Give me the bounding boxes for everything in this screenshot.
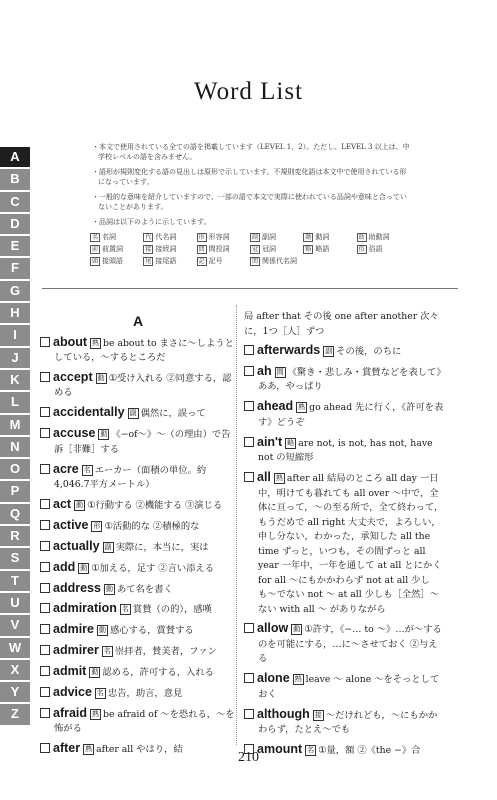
pos-tag: 熟 xyxy=(294,675,302,684)
index-tab-o[interactable]: O xyxy=(0,459,30,479)
pos-tag: 形 xyxy=(198,234,205,241)
word-entry xyxy=(244,671,444,702)
headword: address xyxy=(53,580,101,595)
headword: advice xyxy=(53,684,92,699)
index-tab-j[interactable]: J xyxy=(0,348,30,368)
index-tab-v[interactable]: V xyxy=(0,615,30,635)
definition: after all やはり，結 xyxy=(96,744,183,756)
headword: accuse xyxy=(53,426,96,441)
word-entry xyxy=(40,581,236,598)
pos-tag: 形 xyxy=(93,521,101,530)
pos-tag: 動 xyxy=(76,500,84,509)
definition: leave 〜 alone 〜をそっとしておく xyxy=(258,674,440,700)
index-tab-z[interactable]: Z xyxy=(0,704,30,724)
headword: active xyxy=(53,517,89,532)
headword: ahead xyxy=(257,399,294,414)
checkbox[interactable] xyxy=(40,603,50,613)
page-title: Word List xyxy=(193,78,304,105)
index-tab-c[interactable]: C xyxy=(0,192,30,212)
word-entry xyxy=(40,539,236,556)
entry-list-left xyxy=(40,335,236,758)
legend-label: 副詞 xyxy=(262,233,276,241)
headword: allow xyxy=(257,621,289,636)
headword: afterwards xyxy=(257,343,321,357)
index-tab-e[interactable]: E xyxy=(0,236,30,256)
index-tab-g[interactable]: G xyxy=(0,281,30,301)
pos-tag: 名 xyxy=(103,647,111,656)
legend-item xyxy=(303,232,356,242)
pos-tag: 名 xyxy=(83,465,91,474)
headword: accept xyxy=(53,369,93,384)
pos-tag: 動 xyxy=(305,234,312,241)
checkbox[interactable] xyxy=(40,407,50,417)
index-tab-s[interactable]: S xyxy=(0,548,30,568)
pos-tag: 間 xyxy=(276,367,284,376)
entry-list-right xyxy=(244,343,444,759)
index-tab-t[interactable]: T xyxy=(0,571,30,591)
legend-item xyxy=(143,232,196,242)
checkbox[interactable] xyxy=(244,623,254,633)
checkbox[interactable] xyxy=(40,583,50,593)
index-tab-u[interactable]: U xyxy=(0,593,30,613)
part-of-speech-legend xyxy=(90,232,410,266)
index-tab-a[interactable]: A xyxy=(0,147,30,167)
checkbox[interactable] xyxy=(40,687,50,697)
note-item: ・一般的な意味を紹介していますので、一部の語で本文で実際に使われている品詞や意味と合っていないことがあります。 xyxy=(92,193,407,211)
word-entry xyxy=(40,405,236,422)
headword: after xyxy=(53,741,81,756)
pos-tag: 熟 xyxy=(92,338,100,347)
definition: その後，のちに xyxy=(336,346,402,357)
checkbox[interactable] xyxy=(40,464,50,474)
pos-tag: 俗 xyxy=(358,246,365,253)
index-tab-q[interactable]: Q xyxy=(0,504,30,524)
pos-tag: 動 xyxy=(97,373,105,382)
legend-item xyxy=(90,256,143,266)
index-tab-m[interactable]: M xyxy=(0,415,30,435)
headword: about xyxy=(53,334,88,349)
word-entry xyxy=(40,497,236,514)
checkbox[interactable] xyxy=(244,673,254,683)
headword: accidentally xyxy=(53,405,125,420)
legend-item xyxy=(250,244,303,254)
word-entry xyxy=(244,364,444,395)
legend-label: 間投詞 xyxy=(208,245,230,253)
introduction-notes xyxy=(90,142,410,266)
pos-tag: 名 xyxy=(96,688,104,697)
checkbox[interactable] xyxy=(40,337,50,347)
word-entry xyxy=(40,664,236,681)
headword: ain't xyxy=(257,434,283,449)
legend-label: 記号 xyxy=(208,257,223,265)
definition: be about to まさに〜しようとしている，〜するところだ xyxy=(54,337,234,363)
legend-label: 接尾語 xyxy=(155,257,177,265)
legend-item xyxy=(90,244,143,254)
checkbox[interactable] xyxy=(244,709,254,719)
pos-tag: 頭 xyxy=(92,258,99,265)
word-entry xyxy=(40,370,236,401)
word-entry xyxy=(244,343,444,360)
index-tab-y[interactable]: Y xyxy=(0,682,30,702)
headword: admire xyxy=(53,622,94,637)
headword: acre xyxy=(53,461,79,476)
headword: add xyxy=(53,559,76,574)
legend-item xyxy=(197,232,250,242)
legend-item xyxy=(357,244,410,254)
definition: go ahead 先に行く，《許可を表す》どうぞ xyxy=(258,402,444,428)
headword: admirer xyxy=(53,643,99,658)
legend-item xyxy=(90,232,143,242)
word-entry xyxy=(40,335,236,366)
checkbox[interactable] xyxy=(40,666,50,676)
definition: エーカー（面積の単位。約4,046.7平方メートル） xyxy=(54,464,207,491)
note-item: ・品詞は以下のように示しています。 xyxy=(92,218,211,226)
legend-label: 助動詞 xyxy=(368,233,390,241)
checkbox[interactable] xyxy=(40,541,50,551)
word-entry xyxy=(40,706,236,737)
definition: are not, is not, has not, have not の短縮形 xyxy=(258,437,433,464)
word-entry xyxy=(244,399,444,430)
alphabet-index xyxy=(0,147,30,727)
pos-tag: 関 xyxy=(251,258,258,265)
word-entry xyxy=(40,462,236,493)
index-tab-r[interactable]: R xyxy=(0,526,30,546)
pos-tag: 動 xyxy=(100,430,108,439)
checkbox[interactable] xyxy=(40,562,50,572)
pos-tag: 略 xyxy=(305,246,312,253)
note-item: ・本文で使用されている全ての語を掲載しています（LEVEL 1，2）。ただし、LEVEL 3 以上は、中学校レベルの語を含みません。 xyxy=(92,143,410,161)
headword: admit xyxy=(53,664,87,679)
pos-tag: 副 xyxy=(129,409,137,418)
word-entry xyxy=(244,435,444,466)
legend-label: 冠詞 xyxy=(262,245,276,253)
word-entry xyxy=(244,707,444,738)
legend-label: 名詞 xyxy=(102,233,117,241)
legend-item xyxy=(357,232,410,242)
legend-item xyxy=(143,256,196,266)
definition: 感心する，賞賛する xyxy=(110,625,194,637)
pos-tag: 接 xyxy=(314,710,322,719)
note-item: ・語形が規則変化する語の見出しは原形で示しています。不規則変化語は本文中で使用されている形になっています。 xyxy=(92,168,407,186)
legend-label: 動詞 xyxy=(315,233,330,241)
word-entry xyxy=(244,470,444,617)
checkbox[interactable] xyxy=(244,401,254,411)
legend-item xyxy=(143,244,196,254)
headword: ah xyxy=(257,363,272,378)
index-tab-n[interactable]: N xyxy=(0,437,30,457)
word-entry xyxy=(40,560,236,577)
pos-tag: 熟 xyxy=(298,403,306,412)
index-tab-p[interactable]: P xyxy=(0,481,30,501)
index-tab-b[interactable]: B xyxy=(0,169,30,189)
word-entry xyxy=(40,685,236,702)
pos-tag: 間 xyxy=(198,246,205,253)
page-number: 210 xyxy=(238,750,259,765)
section-letter: A xyxy=(132,313,144,329)
legend-label: 形容詞 xyxy=(208,233,230,241)
pos-tag: 前 xyxy=(92,246,99,253)
index-tab-w[interactable]: W xyxy=(0,638,30,658)
checkbox[interactable] xyxy=(40,428,50,438)
headword: amount xyxy=(257,742,303,757)
index-tab-h[interactable]: H xyxy=(0,303,30,323)
pos-tag: 助 xyxy=(358,234,365,241)
definition: 偶然に，誤って xyxy=(140,408,206,420)
definition: ①量，額 ②《the −》合 xyxy=(318,745,421,757)
word-entry xyxy=(244,621,444,667)
definition: あて名を書く xyxy=(116,583,173,595)
entry-continuation: 局 after that その後 one after another 次々に，1つ［人］ずつ xyxy=(244,311,439,337)
legend-label: 略語 xyxy=(315,245,330,253)
checkbox[interactable] xyxy=(244,437,254,447)
legend-item xyxy=(250,256,303,266)
column-divider xyxy=(236,305,237,745)
legend-item xyxy=(250,232,303,242)
word-entry xyxy=(40,622,236,639)
legend-label: 関係代名詞 xyxy=(262,257,297,265)
headword: act xyxy=(53,496,72,511)
checkbox[interactable] xyxy=(40,372,50,382)
legend-item xyxy=(303,244,356,254)
pos-tag: 副 xyxy=(325,347,333,355)
definition: 《驚き・悲しみ・賞賛などを表して》ああ，やっぱり xyxy=(258,366,441,393)
headword: actually xyxy=(53,538,100,553)
checkbox[interactable] xyxy=(244,345,254,355)
headword: admiration xyxy=(53,601,117,616)
index-tab-k[interactable]: K xyxy=(0,370,30,390)
headword: alone xyxy=(257,671,290,686)
word-entry xyxy=(40,601,236,618)
definition: ①活動的な ②積極的な xyxy=(104,520,200,532)
checkbox[interactable] xyxy=(244,472,254,482)
word-entry xyxy=(40,426,236,457)
definition: 崇拝者，賛美者，ファン xyxy=(114,646,217,658)
pos-tag: 略 xyxy=(287,438,295,447)
definition: 賞賛（の的），感嘆 xyxy=(132,604,212,616)
index-tab-l[interactable]: L xyxy=(0,392,30,412)
checkbox[interactable] xyxy=(40,520,50,530)
pos-tag: 熟 xyxy=(92,709,100,718)
pos-tag: 動 xyxy=(99,626,106,635)
definition: 〜だけれども，〜にもかかわらず，たとえ〜でも xyxy=(258,709,438,736)
definition: ①加える，足す ②言い添える xyxy=(91,562,215,574)
headword: although xyxy=(257,706,310,721)
definition: ①受け入れる ②同意する，認める xyxy=(54,372,232,399)
pos-tag: 動 xyxy=(80,563,88,572)
horizontal-rule xyxy=(42,288,458,289)
pos-tag: 名 xyxy=(307,746,315,755)
right-column xyxy=(244,310,444,763)
pos-tag: 接 xyxy=(145,246,152,253)
pos-tag: 尾 xyxy=(145,258,152,265)
legend-label: 俗語 xyxy=(368,245,383,253)
pos-tag: 代 xyxy=(145,234,152,241)
pos-tag: 記 xyxy=(198,258,205,265)
definition: ①行動する ②機能する ③演じる xyxy=(87,499,223,511)
index-tab-x[interactable]: X xyxy=(0,660,30,680)
index-tab-i[interactable]: I xyxy=(0,325,30,345)
legend-item xyxy=(197,256,250,266)
left-column xyxy=(40,310,236,762)
headword: afraid xyxy=(53,705,88,720)
pos-tag: 熟 xyxy=(275,474,283,483)
pos-tag: 冠 xyxy=(251,246,258,253)
pos-tag: 動 xyxy=(293,625,301,634)
word-entry xyxy=(40,518,236,535)
definition: 認める，許可する，入れる xyxy=(102,667,214,679)
definition: be afraid of 〜を恐れる，〜を怖がる xyxy=(54,708,235,735)
legend-item xyxy=(197,244,250,254)
index-tab-d[interactable]: D xyxy=(0,214,30,234)
pos-tag: 名 xyxy=(92,234,99,241)
pos-tag: 熟 xyxy=(85,745,93,754)
pos-tag: 動 xyxy=(105,584,113,593)
checkbox[interactable] xyxy=(40,624,50,634)
pos-tag: 副 xyxy=(251,234,258,241)
word-entry xyxy=(40,643,236,660)
legend-label: 代名詞 xyxy=(155,233,177,241)
definition: 《−of〜》〜（の理由）で告訴［非難］する xyxy=(54,429,231,455)
pos-tag: 副 xyxy=(104,542,112,551)
pos-tag: 名 xyxy=(121,605,129,614)
pos-tag: 動 xyxy=(91,668,99,677)
headword: all xyxy=(257,470,271,485)
checkbox[interactable] xyxy=(40,645,50,655)
index-tab-f[interactable]: F xyxy=(0,258,30,278)
definition: 忠告，助言，意見 xyxy=(107,687,183,699)
checkbox[interactable] xyxy=(244,366,254,376)
legend-label: 前置詞 xyxy=(102,245,124,253)
definition: 実際に，本当に，実は xyxy=(115,541,209,553)
checkbox[interactable] xyxy=(40,708,50,718)
definition: ①許す，《−… to 〜》…が〜するのを可能にする，…に〜させておく ②与える xyxy=(258,624,442,665)
checkbox[interactable] xyxy=(40,499,50,509)
definition: after all 結局のところ all day 一日中，明けても暮れても all over 〜中で，全体に亘って，〜の至る所で，全て終わって，もうだめで all right 大丈夫で，よろしい，申し分ない，わかった，承知した all the time ずっと，いつも，その間ずっと all year 一年中，一年を通して at all とにかく for all 〜にもかかわらず not at all 少しも〜でない not 〜 at all 少しも［全然］〜ない with all 〜 がありながら xyxy=(258,473,444,615)
legend-label: 接頭語 xyxy=(102,257,124,265)
legend-label: 接続詞 xyxy=(155,245,177,253)
